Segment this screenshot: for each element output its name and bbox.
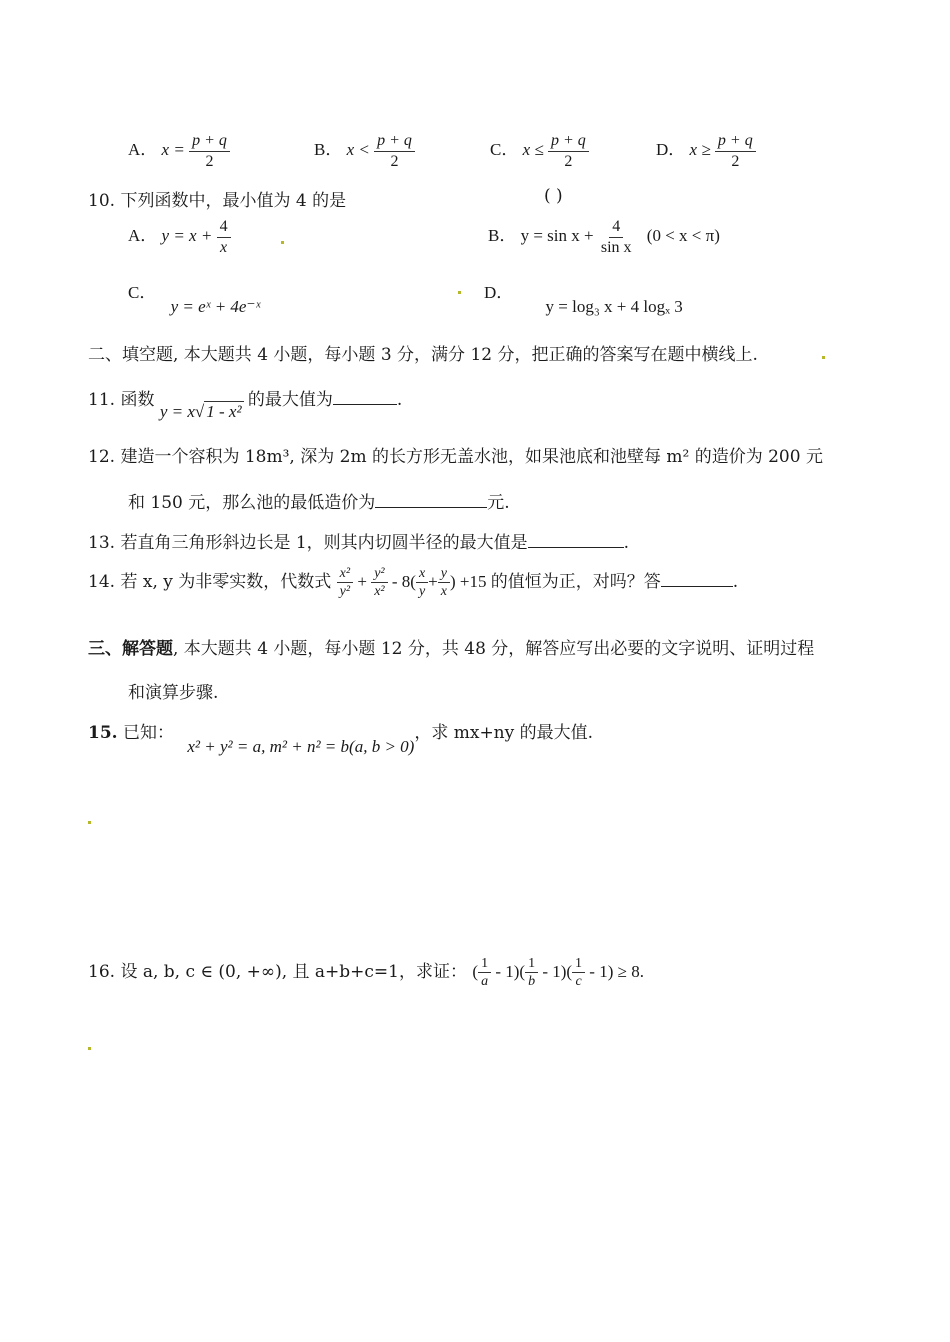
option-condition: (0 < x < π) [646, 226, 720, 245]
denominator: y [418, 584, 426, 600]
q15 [88, 718, 594, 756]
denominator: y² [339, 584, 351, 600]
question-text: 和 150 元，那么池的最低造价为 [128, 493, 376, 513]
question-number: 15. [88, 723, 118, 743]
section-3-heading-line-2: 和演算步骤. [128, 683, 219, 703]
option-lhs: x ≥ [689, 140, 711, 159]
question-number: 13. [88, 533, 116, 553]
fraction [189, 132, 230, 170]
q10-answer-paren: ( ) [544, 186, 563, 206]
question-text: 若直角三角形斜边长是 1，则其内切圆半径的最大值是 [120, 533, 528, 553]
numerator: 1 [572, 956, 585, 973]
numerator: p + q [715, 132, 756, 152]
denominator: x² [374, 584, 385, 600]
question-text: 设 a, b, c ∈ (0, +∞), 且 a+b+c=1，求证： [120, 961, 467, 982]
denominator: 2 [564, 152, 573, 170]
numerator: 4 [609, 218, 623, 238]
option-label: A． [128, 226, 158, 245]
stray-dot [88, 1047, 91, 1050]
expression-lhs: y = x [159, 402, 195, 421]
q10-option-d [484, 278, 683, 316]
stray-dot [281, 241, 284, 244]
operator: + [428, 571, 438, 591]
period: . [396, 390, 403, 410]
q14 [88, 566, 738, 600]
answer-blank[interactable] [528, 529, 624, 548]
numerator: x [416, 566, 428, 583]
section-2-heading: 二、填空题, 本大题共 4 小题，每小题 3 分，满分 12 分，把正确的答案写在题中横线上. [88, 345, 758, 365]
fraction [371, 566, 387, 600]
denominator: 2 [731, 152, 740, 170]
option-label: D． [656, 140, 686, 159]
denominator: sin x [600, 238, 632, 256]
q12-line-1 [88, 442, 823, 467]
denominator: c [575, 974, 582, 990]
fraction [337, 566, 353, 600]
denominator: x [440, 584, 447, 600]
fraction [525, 956, 538, 990]
fraction [217, 218, 231, 256]
option-label: B． [488, 226, 517, 245]
denominator: 2 [390, 152, 399, 170]
fraction [715, 132, 756, 170]
q9-option-a [128, 132, 230, 170]
section-3-heading [88, 634, 814, 659]
fraction [598, 218, 635, 256]
denominator: 2 [205, 152, 214, 170]
denominator: a [481, 974, 489, 990]
q11 [88, 385, 403, 421]
numerator: 4 [217, 218, 231, 238]
unit-text: 元. [487, 493, 510, 513]
option-lhs: y = sin x + [520, 226, 594, 245]
radicand: 1 - x² [206, 402, 242, 421]
q14-expression [337, 566, 491, 600]
option-label: C． [128, 283, 157, 302]
period: . [623, 533, 630, 553]
option-expression: y = log₃ x + 4 logₓ 3 [545, 297, 683, 316]
operator: + [357, 571, 367, 591]
q9-option-c [490, 132, 589, 170]
q16 [88, 956, 644, 990]
q10-option-a [128, 218, 231, 256]
fraction [478, 956, 491, 990]
question-text-suffix: ，求 mx+ny 的最大值. [414, 723, 594, 743]
numerator: 1 [478, 956, 491, 973]
option-lhs: y = x + [161, 226, 213, 245]
period: . [732, 571, 739, 592]
question-number: 14. [88, 571, 116, 592]
question-number: 11. [88, 390, 116, 410]
option-label: A． [128, 140, 158, 159]
numerator: p + q [548, 132, 589, 152]
denominator: x [220, 238, 228, 256]
answer-blank[interactable] [375, 489, 487, 508]
question-number: 10. [88, 191, 116, 211]
section-title: 三、解答题 [88, 639, 173, 659]
numerator: p + q [189, 132, 230, 152]
q9-option-b [314, 132, 415, 170]
option-lhs: x ≤ [522, 140, 544, 159]
option-expression: y = eˣ + 4e⁻ˣ [170, 297, 261, 316]
fraction [438, 566, 450, 600]
numerator: p + q [374, 132, 415, 152]
question-number: 16. [88, 961, 116, 982]
question-text: 已知： [122, 723, 174, 743]
q15-condition: x² + y² = a, m² + n² = b(a, b > 0) [187, 737, 415, 756]
q16-expression: ( $\frac{1}{a}$ - 1)( $\frac{1}{b}$ - 1)( $\frac{1}{c}$ - 1) ≥ 8. [472, 956, 644, 990]
numerator: 1 [525, 956, 538, 973]
option-label: D． [484, 283, 514, 302]
expression-tail: ) +15 [449, 571, 487, 591]
q13 [88, 528, 629, 553]
q12-line-2 [128, 488, 510, 513]
q9-option-d [656, 132, 756, 170]
question-number: 12. [88, 447, 116, 467]
option-lhs: x < [346, 140, 370, 159]
numerator: x² [337, 566, 353, 583]
question-text: 下列函数中，最小值为 4 的是 [120, 191, 347, 211]
question-text-suffix: 的值恒为正，对吗？答 [490, 571, 661, 592]
question-text: 函数 [120, 390, 155, 410]
fraction [572, 956, 585, 990]
question-text-suffix: 的最大值为 [247, 390, 333, 410]
option-label: C． [490, 140, 519, 159]
q10-option-b [488, 218, 720, 256]
stray-dot [88, 821, 91, 824]
question-text: 建造一个容积为 18m³, 深为 2m 的长方形无盖水池，如果池底和池壁每 m² 的造价为 200 元 [120, 447, 823, 467]
answer-blank[interactable] [333, 386, 397, 405]
expression-tail: ≥ 8. [617, 961, 644, 981]
option-label: B． [314, 140, 343, 159]
fraction [416, 566, 428, 600]
question-text: 若 x, y 为非零实数，代数式 [120, 571, 332, 592]
stray-dot [822, 356, 825, 359]
denominator: b [528, 974, 536, 990]
answer-blank[interactable] [661, 568, 733, 587]
fraction [374, 132, 415, 170]
q11-expression: y = x√ 1 - x² [159, 402, 242, 421]
section-text: , 本大题共 4 小题，每小题 12 分，共 48 分，解答应写出必要的文字说明、证明过程 [173, 639, 815, 659]
numerator: y [438, 566, 450, 583]
operator: - 8( [391, 571, 416, 591]
option-lhs: x = [161, 140, 185, 159]
q10-option-c [128, 278, 261, 316]
stray-dot [458, 291, 461, 294]
numerator: y² [371, 566, 387, 583]
q10-stem [88, 186, 346, 211]
fraction [548, 132, 589, 170]
